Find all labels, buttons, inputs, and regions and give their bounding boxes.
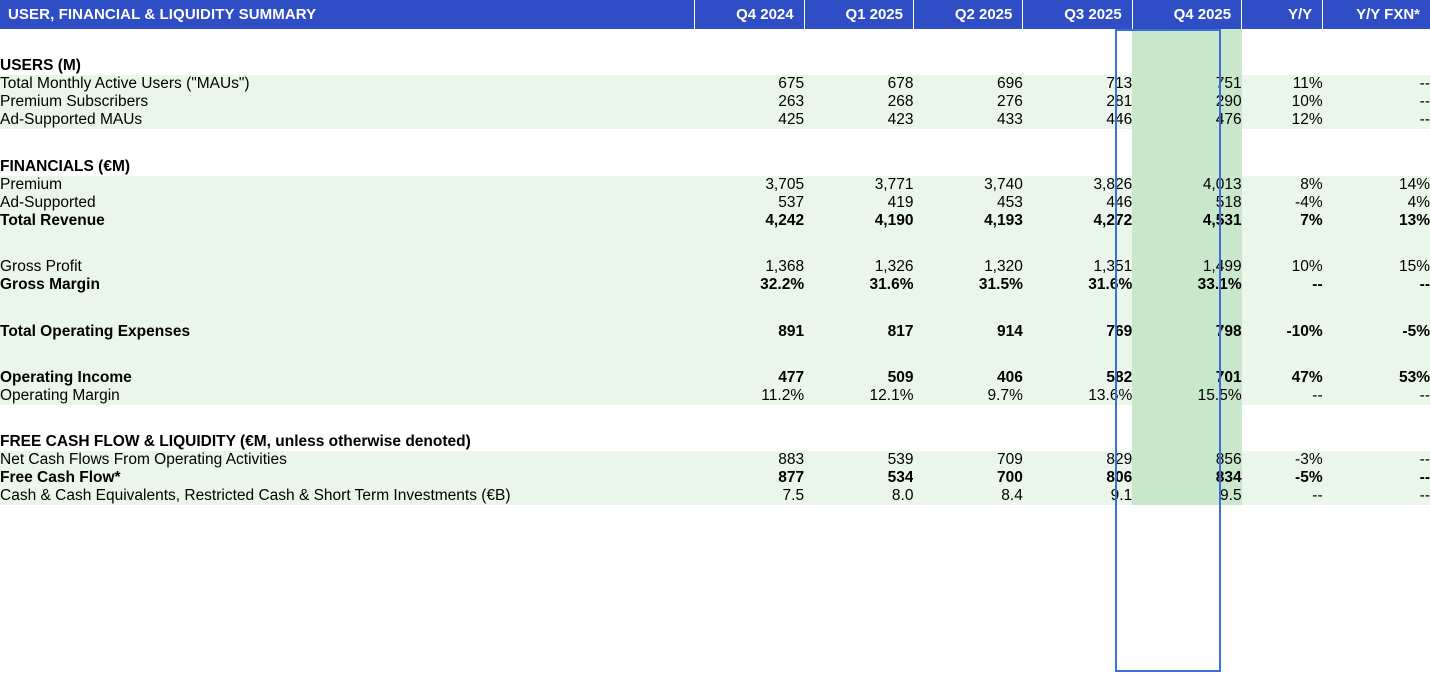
row-label <box>0 405 695 433</box>
cell-q2-2025: 709 <box>913 451 1022 469</box>
table-row <box>0 487 1430 505</box>
cell-y-y-fxn: 14% <box>1323 176 1430 194</box>
underlined-value: 446 <box>1106 193 1133 211</box>
cell-q4-2024: 477 <box>695 369 804 387</box>
cell-y-y: -- <box>1242 487 1323 505</box>
cell-q1-2025: 1,326 <box>804 258 913 276</box>
cell-q1-2025 <box>804 129 913 157</box>
column-header-q2-2025: Q2 2025 <box>913 0 1022 29</box>
cell-q1-2025 <box>804 194 913 212</box>
cell-y-y-fxn: -- <box>1323 469 1430 487</box>
cell-q4-2024: 675 <box>695 75 804 93</box>
cell-q2-2025: 4,193 <box>913 212 1022 230</box>
row-label: Ad-Supported MAUs <box>0 111 695 129</box>
cell-q4-2024 <box>695 294 804 322</box>
cell-q4-2024 <box>695 405 804 433</box>
section-header-cell <box>913 57 1022 75</box>
table-row <box>0 176 1430 194</box>
cell-q1-2025: 423 <box>804 111 913 129</box>
cell-q4-2025: 33.1% <box>1132 276 1241 294</box>
cell-q2-2025 <box>913 129 1022 157</box>
cell-q1-2025 <box>804 405 913 433</box>
cell-y-y: 10% <box>1242 258 1323 276</box>
table-row <box>0 258 1430 276</box>
table-row <box>0 369 1430 387</box>
cell-y-y-fxn: -- <box>1323 387 1430 405</box>
cell-q3-2025: 31.6% <box>1023 276 1132 294</box>
cell-y-y-fxn: -- <box>1323 111 1430 129</box>
cell-q2-2025: 406 <box>913 369 1022 387</box>
cell-q1-2025: 12.1% <box>804 387 913 405</box>
table-row <box>0 387 1430 405</box>
cell-q3-2025 <box>1023 230 1132 258</box>
cell-q2-2025 <box>913 29 1022 57</box>
cell-y-y-fxn: -- <box>1323 487 1430 505</box>
section-header-cell <box>1023 158 1132 176</box>
cell-q2-2025: 9.7% <box>913 387 1022 405</box>
row-label: Gross Margin <box>0 276 695 294</box>
row-label <box>0 129 695 157</box>
cell-y-y <box>1242 129 1323 157</box>
cell-q4-2024: 883 <box>695 451 804 469</box>
spacer-row <box>0 29 1430 57</box>
cell-q3-2025: 806 <box>1023 469 1132 487</box>
row-label: Ad-Supported <box>0 194 695 212</box>
row-label: Total Operating Expenses <box>0 323 695 341</box>
cell-q4-2024: 11.2% <box>695 387 804 405</box>
cell-q4-2025 <box>1132 341 1241 369</box>
section-header-cell <box>1023 433 1132 451</box>
cell-y-y-fxn: -- <box>1323 75 1430 93</box>
cell-q1-2025 <box>804 230 913 258</box>
column-header-y-y: Y/Y <box>1242 0 1323 29</box>
cell-q3-2025 <box>1023 29 1132 57</box>
section-header-cell <box>913 433 1022 451</box>
section-header-cell <box>1323 158 1430 176</box>
cell-q1-2025: 509 <box>804 369 913 387</box>
column-header-q1-2025: Q1 2025 <box>804 0 913 29</box>
cell-q3-2025 <box>1023 194 1132 212</box>
cell-q4-2025: 15.5% <box>1132 387 1241 405</box>
table-row <box>0 212 1430 230</box>
cell-y-y: -- <box>1242 387 1323 405</box>
cell-y-y-fxn: -5% <box>1323 323 1430 341</box>
row-label <box>0 294 695 322</box>
cell-q2-2025: 700 <box>913 469 1022 487</box>
table-row <box>0 194 1430 212</box>
cell-q4-2024: 891 <box>695 323 804 341</box>
section-header-cell <box>1242 158 1323 176</box>
cell-q4-2025: 701 <box>1132 369 1241 387</box>
table-row <box>0 93 1430 111</box>
row-label: Net Cash Flows From Operating Activities <box>0 451 695 469</box>
row-label <box>0 341 695 369</box>
cell-q4-2024 <box>695 29 804 57</box>
cell-q3-2025: 9.1 <box>1023 487 1132 505</box>
cell-q4-2025: 4,013 <box>1132 176 1241 194</box>
cell-q1-2025: 3,771 <box>804 176 913 194</box>
section-header-cell <box>1132 57 1241 75</box>
cell-q4-2025: 751 <box>1132 75 1241 93</box>
cell-q2-2025: 276 <box>913 93 1022 111</box>
cell-q2-2025: 3,740 <box>913 176 1022 194</box>
cell-q4-2025: 856 <box>1132 451 1241 469</box>
cell-q3-2025: 446 <box>1023 111 1132 129</box>
underlined-value: -4% <box>1295 193 1323 211</box>
cell-q2-2025: 433 <box>913 111 1022 129</box>
cell-q3-2025: 13.6% <box>1023 387 1132 405</box>
underlined-value: 419 <box>887 193 914 211</box>
cell-y-y-fxn <box>1323 230 1430 258</box>
section-header-row <box>0 57 1430 75</box>
cell-q4-2024: 1,368 <box>695 258 804 276</box>
cell-y-y-fxn <box>1323 29 1430 57</box>
spacer-row <box>0 341 1430 369</box>
section-header-cell <box>804 57 913 75</box>
cell-q2-2025: 914 <box>913 323 1022 341</box>
cell-y-y-fxn <box>1323 129 1430 157</box>
cell-q1-2025 <box>804 294 913 322</box>
cell-y-y-fxn: -- <box>1323 276 1430 294</box>
table-row <box>0 469 1430 487</box>
table-row <box>0 323 1430 341</box>
row-label: Operating Margin <box>0 387 695 405</box>
row-label: Cash & Cash Equivalents, Restricted Cash & Short Term Investments (€B) <box>0 487 695 505</box>
cell-q1-2025: 534 <box>804 469 913 487</box>
cell-y-y <box>1242 29 1323 57</box>
cell-q4-2024: 425 <box>695 111 804 129</box>
section-header-cell <box>1242 57 1323 75</box>
cell-q4-2025 <box>1132 29 1241 57</box>
cell-q4-2025: 476 <box>1132 111 1241 129</box>
cell-q4-2025: 290 <box>1132 93 1241 111</box>
cell-y-y <box>1242 194 1323 212</box>
cell-q4-2025 <box>1132 194 1241 212</box>
cell-q1-2025: 817 <box>804 323 913 341</box>
cell-q4-2024: 263 <box>695 93 804 111</box>
section-title: FREE CASH FLOW & LIQUIDITY (€M, unless otherwise denoted) <box>0 433 695 451</box>
cell-q4-2024 <box>695 194 804 212</box>
cell-q3-2025: 769 <box>1023 323 1132 341</box>
cell-q4-2024: 32.2% <box>695 276 804 294</box>
cell-q3-2025 <box>1023 405 1132 433</box>
section-header-cell <box>695 57 804 75</box>
section-header-cell <box>1323 57 1430 75</box>
row-label: Free Cash Flow* <box>0 469 695 487</box>
cell-q1-2025: 268 <box>804 93 913 111</box>
cell-q2-2025 <box>913 341 1022 369</box>
column-header-y-y-fxn: Y/Y FXN* <box>1323 0 1430 29</box>
section-title: FINANCIALS (€M) <box>0 158 695 176</box>
section-header-cell <box>695 158 804 176</box>
cell-y-y-fxn: 15% <box>1323 258 1430 276</box>
cell-q3-2025: 281 <box>1023 93 1132 111</box>
row-label <box>0 230 695 258</box>
cell-q4-2025 <box>1132 405 1241 433</box>
table-header-row <box>0 0 1430 29</box>
cell-q1-2025: 8.0 <box>804 487 913 505</box>
cell-y-y-fxn <box>1323 194 1430 212</box>
cell-y-y: -10% <box>1242 323 1323 341</box>
cell-q4-2024 <box>695 341 804 369</box>
cell-q4-2024: 4,242 <box>695 212 804 230</box>
cell-q4-2024 <box>695 129 804 157</box>
column-header-q3-2025: Q3 2025 <box>1023 0 1132 29</box>
cell-q4-2025: 4,531 <box>1132 212 1241 230</box>
cell-q4-2025: 798 <box>1132 323 1241 341</box>
section-header-cell <box>1242 433 1323 451</box>
section-header-cell <box>1323 433 1430 451</box>
cell-y-y <box>1242 294 1323 322</box>
cell-q1-2025 <box>804 341 913 369</box>
cell-q3-2025: 4,272 <box>1023 212 1132 230</box>
cell-y-y: 7% <box>1242 212 1323 230</box>
cell-y-y: -- <box>1242 276 1323 294</box>
cell-q4-2025: 834 <box>1132 469 1241 487</box>
cell-y-y <box>1242 341 1323 369</box>
row-label <box>0 29 695 57</box>
cell-q4-2025 <box>1132 230 1241 258</box>
section-header-cell <box>913 158 1022 176</box>
cell-q3-2025 <box>1023 294 1132 322</box>
section-header-cell <box>1023 57 1132 75</box>
row-label: Premium Subscribers <box>0 93 695 111</box>
cell-y-y: 12% <box>1242 111 1323 129</box>
column-header-q4-2024: Q4 2024 <box>695 0 804 29</box>
section-header-cell <box>695 433 804 451</box>
spacer-row <box>0 129 1430 157</box>
cell-q2-2025 <box>913 194 1022 212</box>
cell-y-y-fxn: -- <box>1323 451 1430 469</box>
cell-q1-2025: 678 <box>804 75 913 93</box>
table-row <box>0 111 1430 129</box>
cell-q3-2025: 582 <box>1023 369 1132 387</box>
cell-q3-2025 <box>1023 341 1132 369</box>
cell-q2-2025 <box>913 405 1022 433</box>
cell-y-y-fxn: 53% <box>1323 369 1430 387</box>
underlined-value: 453 <box>996 193 1023 211</box>
cell-q4-2024: 7.5 <box>695 487 804 505</box>
cell-y-y: -5% <box>1242 469 1323 487</box>
cell-q2-2025: 8.4 <box>913 487 1022 505</box>
cell-y-y <box>1242 405 1323 433</box>
cell-q2-2025: 696 <box>913 75 1022 93</box>
section-header-cell <box>804 433 913 451</box>
cell-q4-2024: 3,705 <box>695 176 804 194</box>
cell-y-y-fxn <box>1323 341 1430 369</box>
section-header-row <box>0 433 1430 451</box>
section-header-cell <box>804 158 913 176</box>
cell-q1-2025 <box>804 29 913 57</box>
cell-q4-2025: 9.5 <box>1132 487 1241 505</box>
row-label: Gross Profit <box>0 258 695 276</box>
table-title: USER, FINANCIAL & LIQUIDITY SUMMARY <box>0 0 695 29</box>
cell-q2-2025 <box>913 294 1022 322</box>
cell-q2-2025 <box>913 230 1022 258</box>
cell-q3-2025: 829 <box>1023 451 1132 469</box>
cell-y-y-fxn <box>1323 294 1430 322</box>
row-label: Premium <box>0 176 695 194</box>
table-row <box>0 276 1430 294</box>
spacer-row <box>0 405 1430 433</box>
cell-y-y-fxn: -- <box>1323 93 1430 111</box>
table-row <box>0 75 1430 93</box>
section-header-cell <box>1132 433 1241 451</box>
cell-y-y-fxn: 13% <box>1323 212 1430 230</box>
spacer-row <box>0 230 1430 258</box>
cell-q3-2025: 713 <box>1023 75 1132 93</box>
row-label: Total Monthly Active Users ("MAUs") <box>0 75 695 93</box>
section-header-row <box>0 158 1430 176</box>
section-title: USERS (M) <box>0 57 695 75</box>
cell-y-y: 11% <box>1242 75 1323 93</box>
cell-q4-2025 <box>1132 294 1241 322</box>
cell-q2-2025: 31.5% <box>913 276 1022 294</box>
cell-q4-2025: 1,499 <box>1132 258 1241 276</box>
row-label: Operating Income <box>0 369 695 387</box>
spacer-row <box>0 294 1430 322</box>
cell-q4-2025 <box>1132 129 1241 157</box>
underlined-value: 4% <box>1407 193 1430 211</box>
underlined-value: 518 <box>1215 193 1242 211</box>
cell-q4-2024: 877 <box>695 469 804 487</box>
table-row <box>0 451 1430 469</box>
section-header-cell <box>1132 158 1241 176</box>
cell-q3-2025: 3,826 <box>1023 176 1132 194</box>
cell-q2-2025: 1,320 <box>913 258 1022 276</box>
row-label: Total Revenue <box>0 212 695 230</box>
cell-y-y <box>1242 230 1323 258</box>
cell-q1-2025: 539 <box>804 451 913 469</box>
cell-q1-2025: 4,190 <box>804 212 913 230</box>
cell-y-y-fxn <box>1323 405 1430 433</box>
underlined-value: 537 <box>778 193 805 211</box>
cell-q3-2025 <box>1023 129 1132 157</box>
cell-q4-2024 <box>695 230 804 258</box>
cell-y-y: 47% <box>1242 369 1323 387</box>
cell-y-y: 10% <box>1242 93 1323 111</box>
cell-y-y: -3% <box>1242 451 1323 469</box>
cell-y-y: 8% <box>1242 176 1323 194</box>
cell-q1-2025: 31.6% <box>804 276 913 294</box>
column-header-q4-2025: Q4 2025 <box>1132 0 1241 29</box>
cell-q3-2025: 1,351 <box>1023 258 1132 276</box>
